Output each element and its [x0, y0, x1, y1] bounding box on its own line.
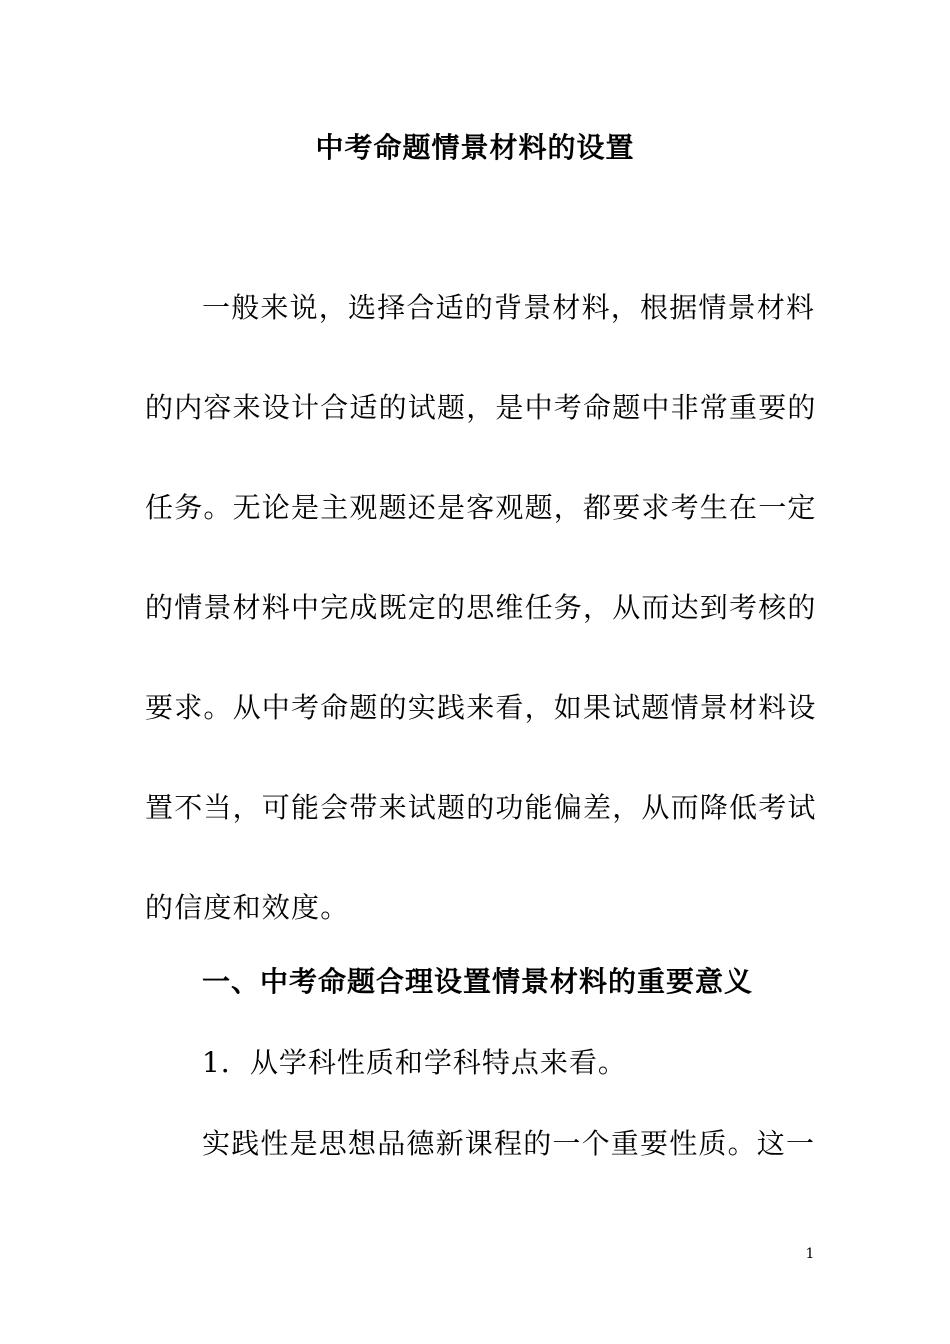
item-paragraph-line: 实践性是思想品德新课程的一个重要性质。这一 [202, 1127, 816, 1160]
paragraph-line: 置不当，可能会带来试题的功能偏差，从而降低考试 [145, 791, 817, 824]
paragraph-line: 的情景材料中完成既定的思维任务，从而达到考核的 [145, 591, 817, 624]
intro-paragraph [145, 288, 817, 988]
document-title: 中考命题情景材料的设置 [315, 131, 635, 164]
numbered-item: 1．从学科性质和学科特点来看。 [202, 1046, 627, 1079]
paragraph-line: 的内容来设计合适的试题，是中考命题中非常重要的 [145, 391, 817, 424]
paragraph-line: 任务。无论是主观题还是客观题，都要求考生在一定 [145, 491, 817, 524]
paragraph-line: 的信度和效度。 [145, 891, 350, 924]
section-heading: 一、中考命题合理设置情景材料的重要意义 [202, 965, 754, 998]
paragraph-line: 要求。从中考命题的实践来看，如果试题情景材料设 [145, 691, 817, 724]
paragraph-line: 一般来说，选择合适的背景材料，根据情景材料 [202, 291, 816, 324]
page-number: 1 [805, 1246, 815, 1262]
